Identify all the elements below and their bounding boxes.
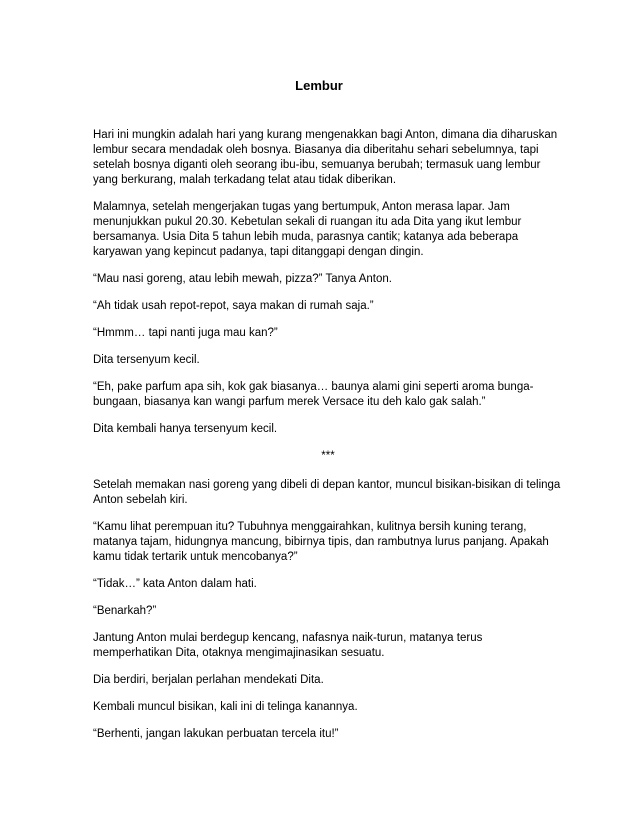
paragraph: “Berhenti, jangan lakukan perbuatan tercela itu!” [93,728,339,740]
document-title: Lembur [295,78,343,93]
paragraph: Dita tersenyum kecil. [93,354,200,366]
paragraph: Jantung Anton mulai berdegup kencang, nafasnya naik-turun, matanya terus memperhatikan Dita, otaknya mengimajinasikan sesuatu. [93,632,483,659]
paragraph: Malamnya, setelah mengerjakan tugas yang bertumpuk, Anton merasa lapar. Jam menunjukkan pukul 20.30. Kebetulan sekali di ruangan itu ada Dita yang ikut lembur bersamanya. Usia Dita 5 tahun lebih muda, parasnya cantik; katanya ada beberapa karyawan yang kepincut padanya, tapi ditanggapi dengan dingin. [93,201,522,258]
paragraph: Setelah memakan nasi goreng yang dibeli di depan kantor, muncul bisikan-bisikan di telinga Anton sebelah kiri. [93,479,561,506]
paragraph: “Eh, pake parfum apa sih, kok gak biasanya… baunya alami gini seperti aroma bunga-bungaan, biasanya kan wangi parfum merek Versace itu deh kalo gak salah.” [93,381,534,408]
paragraph: “Hmmm… tapi nanti juga mau kan?” [93,327,278,339]
document-body [93,128,563,754]
paragraph: “Benarkah?” [93,605,157,617]
paragraph: “Tidak…” kata Anton dalam hati. [93,578,257,590]
paragraph: “Kamu lihat perempuan itu? Tubuhnya menggairahkan, kulitnya bersih kuning terang, matanya tajam, hidungnya mancung, bibirnya tipis, dan rambutnya lurus panjang. Apakah kamu tidak tertarik untuk mencobanya?” [93,521,549,563]
section-separator: *** [321,450,335,462]
paragraph: “Mau nasi goreng, atau lebih mewah, pizza?” Tanya Anton. [93,273,392,285]
paragraph: Dita kembali hanya tersenyum kecil. [93,423,278,435]
paragraph: “Ah tidak usah repot-repot, saya makan di rumah saja.” [93,300,374,312]
paragraph: Dia berdiri, berjalan perlahan mendekati Dita. [93,674,324,686]
paragraph: Kembali muncul bisikan, kali ini di telinga kanannya. [93,701,358,713]
paragraph: Hari ini mungkin adalah hari yang kurang mengenakkan bagi Anton, dimana dia diharuskan lembur secara mendadak oleh bosnya. Biasanya dia diberitahu sehari sebelumnya, tapi setelah bosnya diganti oleh seorang ibu-ibu, semuanya berubah; termasuk uang lembur yang berkurang, malah terkadang telat atau tidak diberikan. [93,129,558,186]
